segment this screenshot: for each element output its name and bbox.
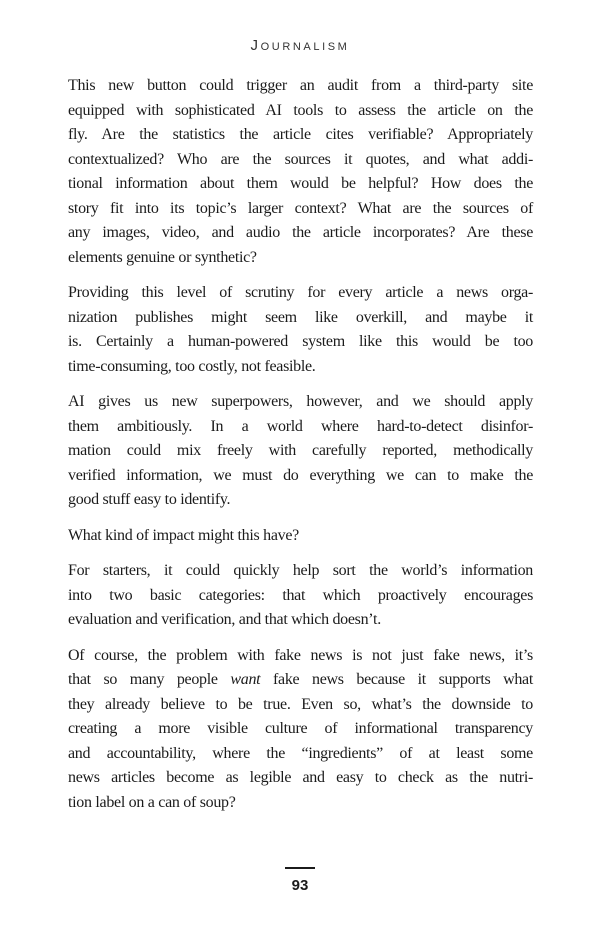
text-line: that so many people want fake news because it supports what — [68, 671, 533, 688]
text-line: is. Certainly a human-powered system like this would be too — [68, 333, 533, 350]
text-line: mation could mix freely with carefully reported, methodically — [68, 442, 533, 459]
running-head: Journalism — [250, 37, 350, 54]
page-number: 93 — [291, 877, 309, 894]
paragraph — [68, 524, 533, 549]
page-footer — [0, 867, 600, 927]
text-line: For starters, it could quickly help sort the world’s information — [68, 562, 533, 579]
text-line: This new button could trigger an audit from a third-party site — [68, 77, 533, 94]
text-line: into two basic categories: that which proactively encourages — [68, 586, 533, 604]
text-line: fly. Are the statistics the article cites verifiable? Appropriately — [68, 126, 533, 143]
text-line: creating a more visible culture of informational transparency — [68, 720, 533, 737]
text-line: AI gives us new superpowers, however, and we should apply — [68, 393, 533, 410]
page-body — [68, 74, 533, 826]
paragraph — [68, 390, 533, 513]
text-line: nization publishes might seem like overkill, and maybe it — [68, 308, 533, 326]
paragraph — [68, 74, 533, 270]
paragraph — [68, 281, 533, 379]
text-line: verified information, we must do everything we can to make the — [68, 466, 533, 484]
text-line: equipped with sophisticated AI tools to assess the article on the — [68, 101, 533, 119]
text-line: Providing this level of scrutiny for every article a news orga- — [68, 284, 533, 301]
text-line: they already believe to be true. Even so, what’s the downside to — [68, 695, 533, 713]
paragraph — [68, 644, 533, 816]
text-line: Of course, the problem with fake news is not just fake news, it’s — [68, 646, 533, 664]
text-line: elements genuine or synthetic? — [68, 248, 257, 266]
text-line: What kind of impact might this have? — [68, 526, 299, 544]
text-line: them ambitiously. In a world where hard-to-detect disinfor- — [68, 417, 533, 435]
text-line: and accountability, where the “ingredients” of at least some — [68, 744, 533, 762]
text-line: any images, video, and audio the article incorporates? Are these — [68, 224, 533, 241]
text-line: time-consuming, too costly, not feasible. — [68, 357, 316, 375]
paragraph — [68, 559, 533, 633]
text-line: good stuff easy to identify. — [68, 491, 231, 508]
footer-rule — [285, 867, 315, 869]
text-line: tion label on a can of soup? — [68, 793, 236, 811]
text-line: tional information about them would be helpful? How does the — [68, 175, 533, 192]
text-line: contextualized? Who are the sources it quotes, and what addi- — [68, 150, 533, 168]
text-line: story fit into its topic’s larger context? What are the sources of — [68, 199, 533, 217]
text-line: news articles become as legible and easy to check as the nutri- — [68, 769, 533, 786]
text-line: evaluation and verification, and that which doesn’t. — [68, 611, 381, 628]
